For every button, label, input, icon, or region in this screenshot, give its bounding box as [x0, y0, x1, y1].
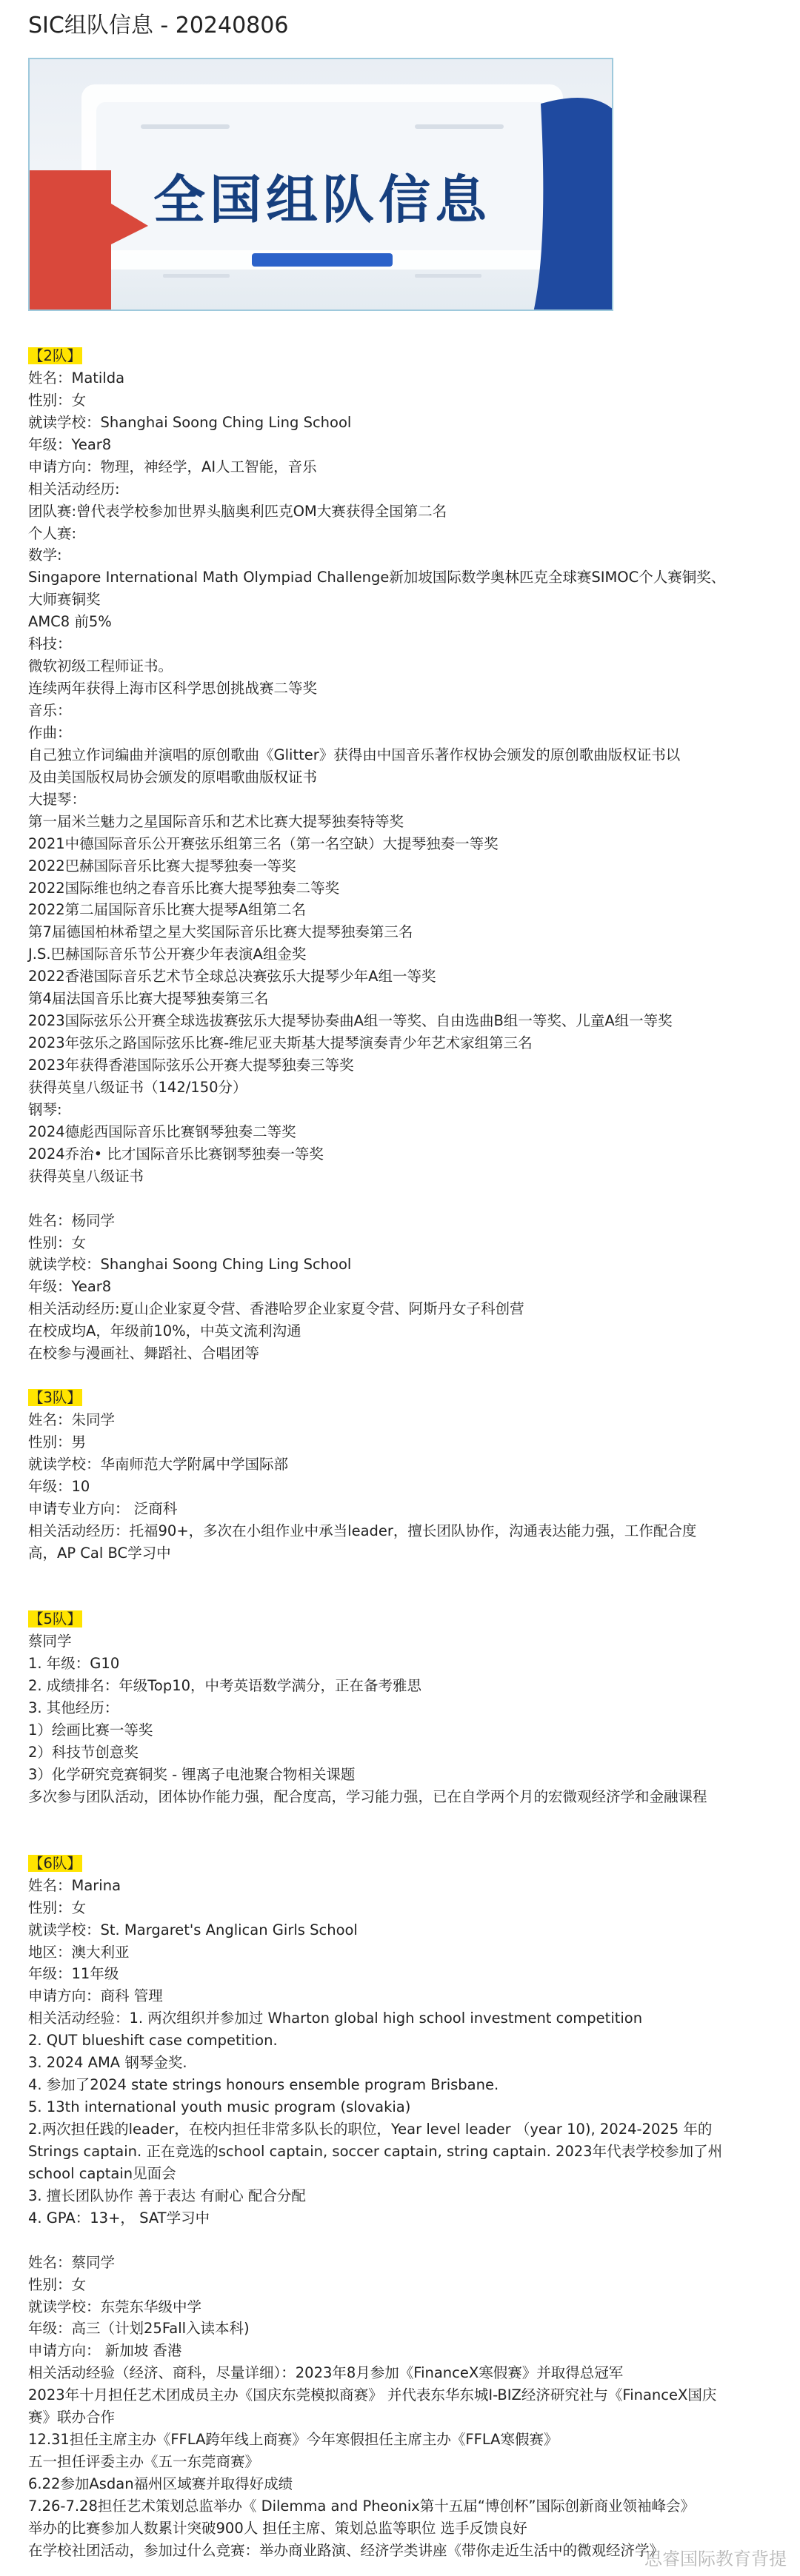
text-line: 2023年弦乐之路国际弦乐比赛-维尼亚夫斯基大提琴演奏青少年艺术家组第三名: [28, 1034, 533, 1052]
text-line: 1. 年级：G10: [28, 1655, 120, 1673]
text-line: school captain见面会: [28, 2164, 176, 2182]
text-line: 申请方向：商科 管理: [28, 1987, 163, 2005]
text-line: [28, 1565, 776, 1587]
text-line: 钢琴:: [28, 1100, 62, 1118]
team-label-highlight: 【2队】: [29, 347, 81, 364]
text-line: 2024德彪西国际音乐比赛钢琴独奏二等奖: [28, 1123, 296, 1140]
text-line: 2）科技节创意奖: [28, 1744, 139, 1762]
text-line: [28, 1808, 776, 1830]
text-line: 微软初级工程师证书。: [28, 658, 173, 675]
text-line: 姓名：杨同学: [28, 1211, 116, 1229]
team-heading: [28, 345, 776, 367]
watermark: 思睿国际教育背提: [644, 2549, 787, 2569]
text-line: 就读学校：Shanghai Soong Ching Ling School: [28, 413, 352, 431]
text-line: 性别：女: [28, 2275, 87, 2293]
text-line: 年级：11年级: [28, 1965, 119, 1983]
text-line: [28, 1188, 776, 1210]
text-line: 五一担任评委主办《五一东莞商赛》: [28, 2453, 260, 2471]
text-line: 2023年十月担任艺术团成员主办《国庆东莞模拟商赛》 并代表东华东城I-BIZ经济研究社与《FinanceX国庆: [28, 2386, 717, 2404]
text-line: [28, 1365, 776, 1387]
text-line: 3）化学研究竞赛铜奖 - 锂离子电池聚合物相关课题: [28, 1766, 356, 1783]
text-line: 性别：女: [28, 391, 87, 409]
text-line: [28, 1830, 776, 1853]
text-line: 就读学校：St. Margaret's Anglican Girls School: [28, 1921, 358, 1938]
text-line: 2024乔治• 比才国际音乐比赛钢琴独奏一等奖: [28, 1145, 324, 1162]
text-line: 第4届法国音乐比赛大提琴独奏第三名: [28, 990, 269, 1008]
text-line: 2.两次担任践的leader，在校内担任非常多队长的职位，Year level leader （year 10), 2024-2025 年的: [28, 2121, 713, 2138]
team-label-highlight: 【5队】: [29, 1610, 81, 1628]
text-line: 5. 13th international youth music program (slovakia): [28, 2098, 411, 2116]
text-line: 作曲：: [28, 723, 72, 741]
text-line: 年级：10: [28, 1477, 90, 1495]
text-line: Strings captain. 正在竞选的school captain, soccer captain, string captain. 2023年代表学校参加了州: [28, 2142, 723, 2160]
text-line: AMC8 前5%: [28, 613, 112, 631]
text-line: J.S.巴赫国际音乐节公开赛少年表演A组金奖: [28, 946, 307, 963]
team-info-content: [28, 345, 776, 2562]
text-line: 相关活动经历:: [28, 480, 120, 498]
text-line: 蔡同学: [28, 1633, 72, 1650]
text-line: 年级：Year8: [28, 1278, 112, 1296]
text-line: 在学校社团活动，参加过什么竞赛：举办商业路演、经济学类讲座《带你走近生活中的微观经济学》: [28, 2541, 664, 2559]
text-line: 3. 擅长团队协作 善于表达 有耐心 配合分配: [28, 2187, 306, 2204]
text-line: 2022第二届国际音乐比赛大提琴A组第二名: [28, 901, 306, 919]
text-line: [28, 2229, 776, 2252]
text-line: 大师赛铜奖: [28, 591, 101, 609]
text-line: [28, 1587, 776, 1609]
text-line: 连续两年获得上海市区科学思创挑战赛二等奖: [28, 680, 318, 697]
text-line: 2021中德国际音乐公开赛弦乐组第三名（第一名空缺）大提琴独奏一等奖: [28, 834, 499, 852]
text-line: 就读学校：Shanghai Soong Ching Ling School: [28, 1256, 352, 1274]
text-line: 性别：女: [28, 1898, 87, 1916]
text-line: 多次参与团队活动，团体协作能力强，配合度高，学习能力强，已在自学两个月的宏微观经济学和金融课程: [28, 1787, 707, 1805]
team-heading: [28, 1387, 776, 1409]
text-line: 及由美国版权局协会颁发的原唱歌曲版权证书: [28, 768, 318, 786]
banner-title: 全国组队信息: [153, 170, 491, 230]
text-line: 申请方向： 新加坡 香港: [28, 2342, 182, 2360]
document-title: SIC组队信息 - 20240806: [28, 13, 289, 39]
text-line: 团队赛:曾代表学校参加世界头脑奥利匹克OM大赛获得全国第二名: [28, 502, 447, 520]
text-line: 相关活动经历:夏山企业家夏令营、香港哈罗企业家夏令营、阿斯丹女子科创营: [28, 1300, 524, 1318]
text-line: 申请方向：物理，神经学，AI人工智能，音乐: [28, 458, 317, 475]
text-line: 7.26-7.28担任艺术策划总监举办《 Dilemma and Pheonix第十五届“博创杯”国际创新商业领袖峰会》: [28, 2497, 696, 2515]
text-line: 就读学校：东莞东华级中学: [28, 2298, 202, 2315]
text-line: 就读学校：华南师范大学附属中学国际部: [28, 1455, 289, 1473]
text-line: 申请专业方向： 泛商科: [28, 1499, 178, 1517]
text-line: 2023年获得香港国际弦乐公开赛大提琴独奏三等奖: [28, 1057, 354, 1074]
text-line: 年级：Year8: [28, 435, 112, 453]
text-line: Singapore International Math Olympiad Challenge新加坡国际数学奥林匹克全球赛SIMOC个人赛铜奖、: [28, 569, 726, 586]
team-label-highlight: 【6队】: [29, 1854, 81, 1872]
team-label-highlight: 【3队】: [29, 1389, 81, 1407]
text-line: 性别：男: [28, 1433, 87, 1451]
text-line: 高，AP Cal BC学习中: [28, 1544, 171, 1562]
team-heading: [28, 1608, 776, 1630]
text-line: 姓名：Marina: [28, 1876, 121, 1894]
text-line: 2. QUT blueshift case competition.: [28, 2032, 278, 2050]
text-line: 3. 其他经历：: [28, 1699, 119, 1717]
text-line: 2022国际维也纳之春音乐比赛大提琴独奏二等奖: [28, 879, 340, 897]
text-line: 6.22参加Asdan福州区域赛并取得好成绩: [28, 2475, 293, 2492]
text-line: 4. GPA：13+， SAT学习中: [28, 2209, 210, 2227]
text-line: 相关活动经历：托福90+，多次在小组作业中承当leader，擅长团队协作，沟通表达能力强，工作配合度: [28, 1522, 697, 1539]
text-line: 姓名：朱同学: [28, 1411, 116, 1428]
text-line: 2022巴赫国际音乐比赛大提琴独奏一等奖: [28, 857, 296, 874]
text-line: 4. 参加了2024 state strings honours ensemble program Brisbane.: [28, 2076, 499, 2094]
text-line: 第一届米兰魅力之星国际音乐和艺术比赛大提琴独奏特等奖: [28, 812, 404, 830]
text-line: 姓名：Matilda: [28, 369, 125, 387]
text-line: 在校参与漫画社、舞蹈社、合唱团等: [28, 1345, 260, 1362]
text-line: 性别：女: [28, 1234, 87, 1251]
text-line: 2. 成绩排名：年级Top10，中考英语数学满分，正在备考雅思: [28, 1677, 422, 1695]
text-line: 第7届德国柏林希望之星大奖国际音乐比赛大提琴独奏第三名: [28, 923, 413, 941]
team-heading: [28, 1853, 776, 1875]
text-line: 大提琴：: [28, 790, 87, 808]
text-line: 赛》联办合作: [28, 2409, 116, 2426]
text-line: 地区：澳大利亚: [28, 1943, 130, 1961]
text-line: 1）绘画比赛一等奖: [28, 1722, 153, 1739]
text-line: 2023国际弦乐公开赛全球选拔赛弦乐大提琴协奏曲A组一等奖、自由选曲B组一等奖、儿童A组一等奖: [28, 1012, 673, 1030]
text-line: 在校成均A，年级前10%，中英文流利沟通: [28, 1322, 301, 1340]
text-line: 相关活动经验（经济、商科，尽量详细）：2023年8月参加《FinanceX寒假赛》并取得总冠军: [28, 2364, 624, 2382]
text-line: 数学:: [28, 546, 62, 564]
text-line: 3. 2024 AMA 钢琴金奖.: [28, 2054, 187, 2072]
text-line: 举办的比赛参加人数累计突破900人 担任主席、策划总监等职位 选手反馈良好: [28, 2519, 527, 2537]
text-line: 2022香港国际音乐艺术节全球总决赛弦乐大提琴少年A组一等奖: [28, 968, 436, 986]
text-line: 获得英皇八级证书（142/150分）: [28, 1078, 247, 1096]
text-line: 年级：高三（计划25Fall入读本科): [28, 2320, 250, 2338]
text-line: 相关活动经验：1. 两次组织并参加过 Wharton global high school investment competition: [28, 2010, 643, 2027]
text-line: 12.31担任主席主办《FFLA跨年线上商赛》今年寒假担任主席主办《FFLA寒假赛》: [28, 2431, 559, 2449]
text-line: 科技：: [28, 635, 72, 653]
text-line: 个人赛:: [28, 524, 77, 542]
text-line: 自己独立作词编曲并演唱的原创歌曲《Glitter》获得由中国音乐著作权协会颁发的原创歌曲版权证书以: [28, 746, 681, 763]
text-line: 音乐：: [28, 702, 72, 719]
text-line: 姓名：蔡同学: [28, 2253, 116, 2271]
banner-image: [28, 58, 613, 311]
text-line: 获得英皇八级证书: [28, 1167, 144, 1185]
